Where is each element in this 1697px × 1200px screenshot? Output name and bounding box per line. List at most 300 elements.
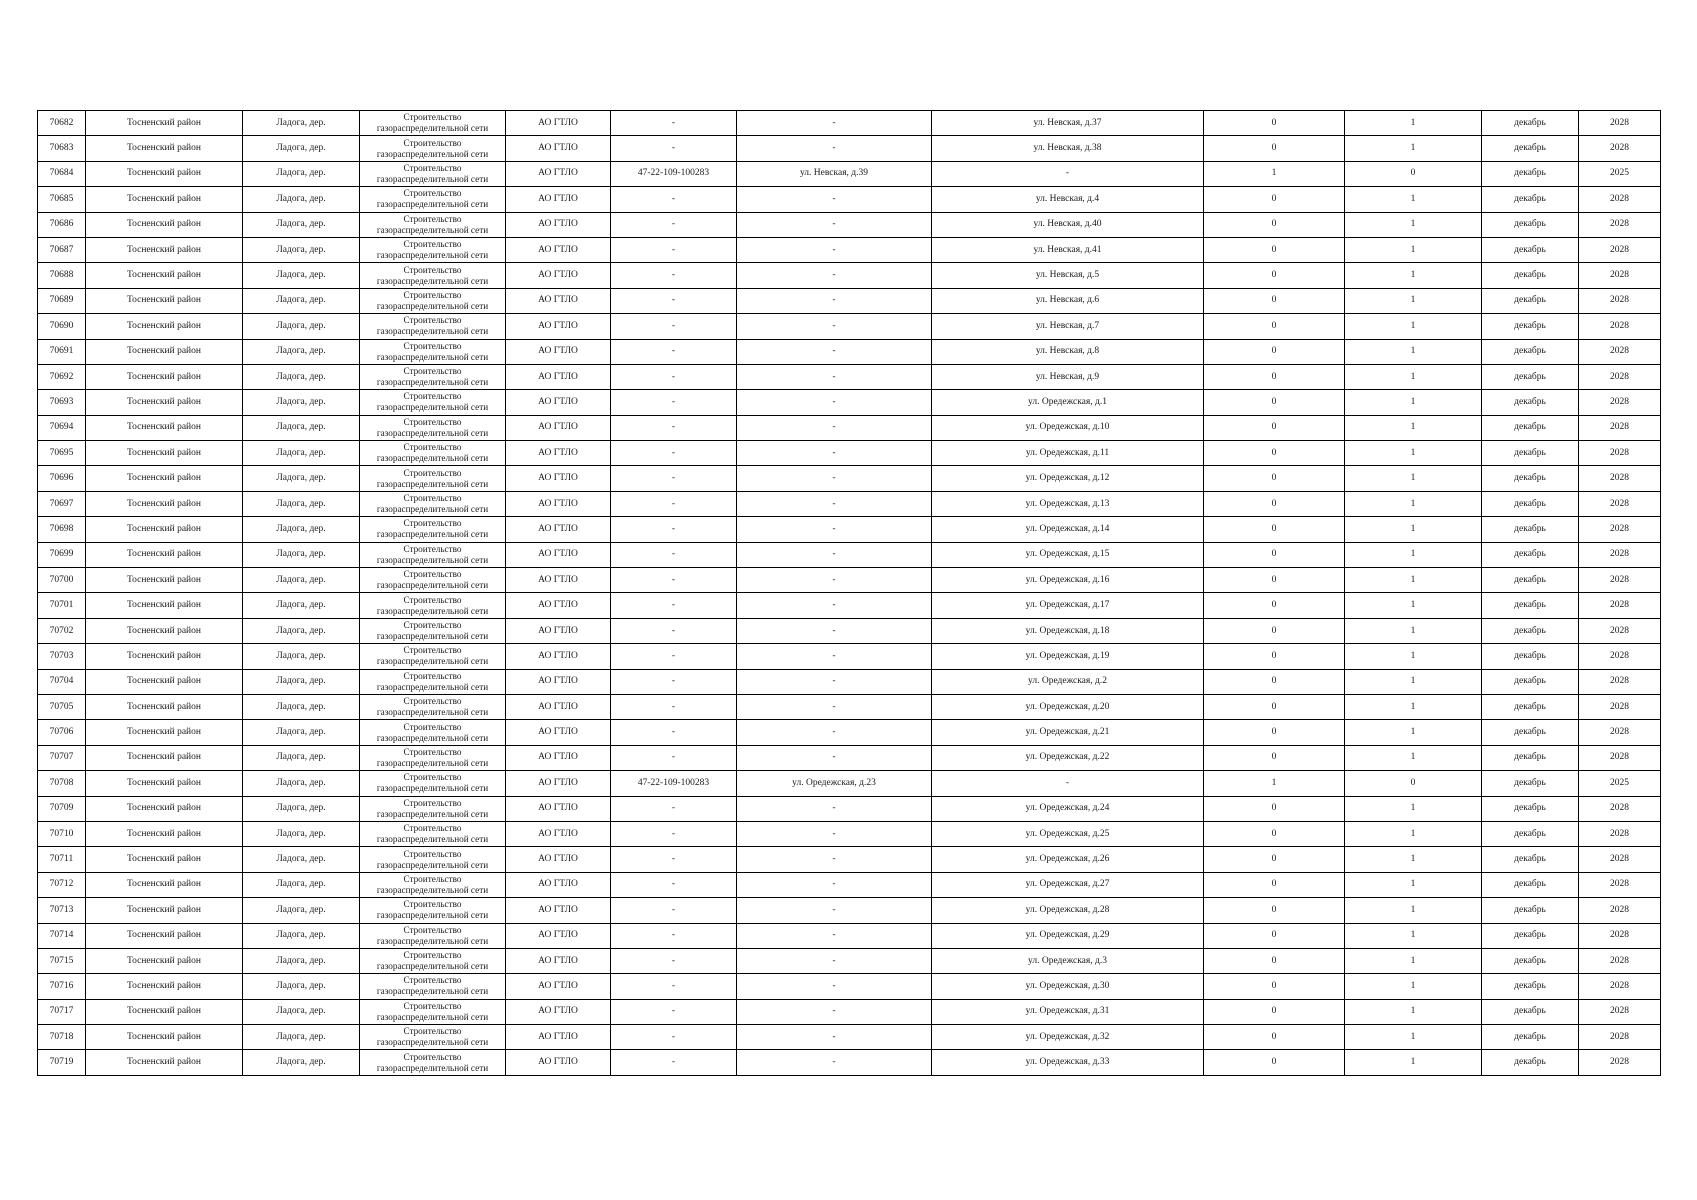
organization-cell: АО ГТЛО [506,542,611,567]
plan-count-cell: 1 [1345,974,1482,999]
address-plan-cell: ул. Оредежская, д.13 [932,491,1204,516]
table-row [38,390,1661,415]
work-type-cell [360,796,506,821]
work-type-line-2: газораспределительной сети [376,986,489,997]
work-type-cell [360,644,506,669]
row-number-cell: 70697 [38,491,86,516]
settlement-cell: Ладога, дер. [243,364,360,389]
organization-cell: АО ГТЛО [506,314,611,339]
month-cell: декабрь [1482,364,1579,389]
address-done-cell: - [737,999,932,1024]
work-type-line-2: газораспределительной сети [376,351,489,362]
settlement-cell: Ладога, дер. [243,314,360,339]
work-type-cell [360,111,506,136]
address-done-cell: - [737,212,932,237]
work-type-line-1: Строительство [403,594,462,605]
year-cell: 2028 [1579,212,1661,237]
work-type-line-1: Строительство [403,493,462,504]
done-count-cell: 0 [1204,872,1345,897]
table-row [38,720,1661,745]
address-done-cell: - [737,618,932,643]
work-type-cell [360,999,506,1024]
month-cell: декабрь [1482,644,1579,669]
object-code-cell: - [611,669,737,694]
address-plan-cell: ул. Оредежская, д.19 [932,644,1204,669]
settlement-cell: Ладога, дер. [243,466,360,491]
row-number-cell: 70702 [38,618,86,643]
plan-count-cell: 1 [1345,364,1482,389]
work-type-line-1: Строительство [403,848,462,859]
work-type-line-1: Строительство [403,873,462,884]
address-plan-cell: ул. Оредежская, д.16 [932,568,1204,593]
settlement-cell: Ладога, дер. [243,669,360,694]
work-type-line-1: Строительство [403,823,462,834]
organization-cell: АО ГТЛО [506,898,611,923]
address-plan-cell: ул. Невская, д.41 [932,237,1204,262]
organization-cell: АО ГТЛО [506,212,611,237]
row-number-cell: 70689 [38,288,86,313]
month-cell: декабрь [1482,542,1579,567]
work-type-line-1: Строительство [403,239,462,250]
address-plan-cell: ул. Оредежская, д.25 [932,821,1204,846]
address-done-cell: - [737,339,932,364]
work-type-line-2: газораспределительной сети [376,732,489,743]
year-cell: 2028 [1579,872,1661,897]
work-type-line-1: Строительство [403,264,462,275]
organization-cell: АО ГТЛО [506,111,611,136]
address-plan-cell: - [932,771,1204,796]
district-cell: Тосненский район [86,111,243,136]
done-count-cell: 1 [1204,771,1345,796]
address-done-cell: ул. Невская, д.39 [737,161,932,186]
address-done-cell: - [737,364,932,389]
row-number-cell: 70712 [38,872,86,897]
month-cell: декабрь [1482,415,1579,440]
row-number-cell: 70706 [38,720,86,745]
table-row [38,898,1661,923]
work-type-cell [360,593,506,618]
settlement-cell: Ладога, дер. [243,872,360,897]
object-code-cell: - [611,390,737,415]
done-count-cell: 0 [1204,745,1345,770]
object-code-cell: - [611,364,737,389]
settlement-cell: Ладога, дер. [243,694,360,719]
work-type-cell [360,364,506,389]
done-count-cell: 0 [1204,720,1345,745]
month-cell: декабрь [1482,212,1579,237]
organization-cell: АО ГТЛО [506,288,611,313]
month-cell: декабрь [1482,796,1579,821]
work-type-line-2: газораспределительной сети [376,173,489,184]
row-number-cell: 70719 [38,1050,86,1075]
address-done-cell: - [737,720,932,745]
address-plan-cell: ул. Невская, д.7 [932,314,1204,339]
done-count-cell: 0 [1204,1050,1345,1075]
work-type-line-2: газораспределительной сети [376,707,489,718]
work-type-cell [360,136,506,161]
district-cell: Тосненский район [86,263,243,288]
object-code-cell: - [611,847,737,872]
object-code-cell: - [611,644,737,669]
done-count-cell: 0 [1204,593,1345,618]
work-type-cell [360,694,506,719]
month-cell: декабрь [1482,669,1579,694]
row-number-cell: 70718 [38,1025,86,1050]
address-done-cell: - [737,237,932,262]
address-plan-cell: ул. Невская, д.5 [932,263,1204,288]
address-done-cell: - [737,441,932,466]
organization-cell: АО ГТЛО [506,237,611,262]
done-count-cell: 0 [1204,644,1345,669]
object-code-cell: - [611,694,737,719]
address-done-cell: - [737,593,932,618]
settlement-cell: Ладога, дер. [243,821,360,846]
table-row [38,466,1661,491]
plan-count-cell: 1 [1345,898,1482,923]
month-cell: декабрь [1482,872,1579,897]
settlement-cell: Ладога, дер. [243,720,360,745]
work-type-line-2: газораспределительной сети [376,224,489,235]
address-done-cell: - [737,314,932,339]
plan-count-cell: 1 [1345,339,1482,364]
month-cell: декабрь [1482,111,1579,136]
district-cell: Тосненский район [86,974,243,999]
done-count-cell: 0 [1204,339,1345,364]
table-row [38,364,1661,389]
address-done-cell: - [737,542,932,567]
plan-count-cell: 1 [1345,948,1482,973]
district-cell: Тосненский район [86,847,243,872]
table-row [38,339,1661,364]
table-row [38,821,1661,846]
year-cell: 2028 [1579,288,1661,313]
month-cell: декабрь [1482,999,1579,1024]
table-row [38,441,1661,466]
address-plan-cell: ул. Невская, д.9 [932,364,1204,389]
work-type-cell [360,237,506,262]
object-code-cell: - [611,288,737,313]
settlement-cell: Ладога, дер. [243,136,360,161]
month-cell: декабрь [1482,466,1579,491]
work-type-line-2: газораспределительной сети [376,757,489,768]
plan-count-cell: 1 [1345,694,1482,719]
address-plan-cell: ул. Невская, д.4 [932,187,1204,212]
district-cell: Тосненский район [86,618,243,643]
year-cell: 2028 [1579,948,1661,973]
work-type-line-2: газораспределительной сети [376,250,489,261]
district-cell: Тосненский район [86,720,243,745]
work-type-line-2: газораспределительной сети [376,326,489,337]
done-count-cell: 0 [1204,542,1345,567]
address-done-cell: - [737,1050,932,1075]
settlement-cell: Ладога, дер. [243,212,360,237]
done-count-cell: 0 [1204,948,1345,973]
organization-cell: АО ГТЛО [506,161,611,186]
district-cell: Тосненский район [86,1050,243,1075]
row-number-cell: 70686 [38,212,86,237]
district-cell: Тосненский район [86,212,243,237]
district-cell: Тосненский район [86,644,243,669]
address-done-cell: - [737,669,932,694]
table-row [38,745,1661,770]
plan-count-cell: 1 [1345,669,1482,694]
year-cell: 2028 [1579,136,1661,161]
district-cell: Тосненский район [86,771,243,796]
address-plan-cell: ул. Оредежская, д.27 [932,872,1204,897]
row-number-cell: 70715 [38,948,86,973]
address-plan-cell: ул. Невская, д.8 [932,339,1204,364]
work-type-cell [360,771,506,796]
address-done-cell: - [737,745,932,770]
settlement-cell: Ладога, дер. [243,187,360,212]
month-cell: декабрь [1482,948,1579,973]
table-row [38,314,1661,339]
district-cell: Тосненский район [86,1025,243,1050]
work-type-cell [360,1050,506,1075]
plan-count-cell: 1 [1345,999,1482,1024]
plan-count-cell: 1 [1345,847,1482,872]
address-plan-cell: ул. Оредежская, д.29 [932,923,1204,948]
address-plan-cell: ул. Оредежская, д.31 [932,999,1204,1024]
address-done-cell: - [737,1025,932,1050]
district-cell: Тосненский район [86,466,243,491]
done-count-cell: 0 [1204,364,1345,389]
done-count-cell: 0 [1204,390,1345,415]
plan-count-cell: 1 [1345,745,1482,770]
work-type-cell [360,1025,506,1050]
address-plan-cell: - [932,161,1204,186]
table-row [38,644,1661,669]
settlement-cell: Ладога, дер. [243,415,360,440]
organization-cell: АО ГТЛО [506,390,611,415]
work-type-line-1: Строительство [403,340,462,351]
address-done-cell: - [737,872,932,897]
plan-count-cell: 1 [1345,136,1482,161]
address-done-cell: - [737,821,932,846]
year-cell: 2028 [1579,644,1661,669]
organization-cell: АО ГТЛО [506,720,611,745]
work-type-line-1: Строительство [403,315,462,326]
object-code-cell: - [611,796,737,821]
row-number-cell: 70695 [38,441,86,466]
row-number-cell: 70684 [38,161,86,186]
object-code-cell: - [611,1025,737,1050]
district-cell: Тосненский район [86,821,243,846]
month-cell: декабрь [1482,339,1579,364]
settlement-cell: Ладога, дер. [243,568,360,593]
organization-cell: АО ГТЛО [506,821,611,846]
work-type-line-1: Строительство [403,213,462,224]
year-cell: 2028 [1579,441,1661,466]
year-cell: 2028 [1579,669,1661,694]
district-cell: Тосненский район [86,339,243,364]
table-row [38,923,1661,948]
year-cell: 2028 [1579,263,1661,288]
year-cell: 2028 [1579,618,1661,643]
plan-count-cell: 1 [1345,618,1482,643]
month-cell: декабрь [1482,593,1579,618]
table-row [38,999,1661,1024]
year-cell: 2028 [1579,1050,1661,1075]
row-number-cell: 70707 [38,745,86,770]
work-type-cell [360,898,506,923]
work-type-cell [360,568,506,593]
work-type-line-1: Строительство [403,950,462,961]
settlement-cell: Ладога, дер. [243,1050,360,1075]
table-body [38,111,1661,1076]
row-number-cell: 70713 [38,898,86,923]
work-type-line-1: Строительство [403,366,462,377]
work-type-cell [360,161,506,186]
address-plan-cell: ул. Оредежская, д.11 [932,441,1204,466]
work-type-line-1: Строительство [403,1000,462,1011]
district-cell: Тосненский район [86,161,243,186]
row-number-cell: 70708 [38,771,86,796]
address-plan-cell: ул. Оредежская, д.12 [932,466,1204,491]
year-cell: 2028 [1579,542,1661,567]
table-row [38,948,1661,973]
settlement-cell: Ладога, дер. [243,542,360,567]
table-row [38,694,1661,719]
object-code-cell: - [611,872,737,897]
work-type-cell [360,872,506,897]
month-cell: декабрь [1482,821,1579,846]
work-type-line-1: Строительство [403,721,462,732]
plan-count-cell: 1 [1345,390,1482,415]
row-number-cell: 70709 [38,796,86,821]
month-cell: декабрь [1482,136,1579,161]
row-number-cell: 70693 [38,390,86,415]
year-cell: 2028 [1579,339,1661,364]
plan-count-cell: 1 [1345,517,1482,542]
month-cell: декабрь [1482,745,1579,770]
object-code-cell: - [611,517,737,542]
organization-cell: АО ГТЛО [506,593,611,618]
year-cell: 2028 [1579,1025,1661,1050]
table-row [38,187,1661,212]
settlement-cell: Ладога, дер. [243,1025,360,1050]
work-type-line-2: газораспределительной сети [376,275,489,286]
month-cell: декабрь [1482,923,1579,948]
done-count-cell: 0 [1204,1025,1345,1050]
row-number-cell: 70690 [38,314,86,339]
organization-cell: АО ГТЛО [506,974,611,999]
year-cell: 2028 [1579,745,1661,770]
work-type-line-2: газораспределительной сети [376,300,489,311]
row-number-cell: 70711 [38,847,86,872]
row-number-cell: 70692 [38,364,86,389]
district-cell: Тосненский район [86,948,243,973]
work-type-line-2: газораспределительной сети [376,453,489,464]
row-number-cell: 70687 [38,237,86,262]
object-code-cell: - [611,542,737,567]
work-type-line-1: Строительство [403,442,462,453]
work-type-line-2: газораспределительной сети [376,402,489,413]
work-type-line-1: Строительство [403,1051,462,1062]
address-plan-cell: ул. Оредежская, д.32 [932,1025,1204,1050]
district-cell: Тосненский район [86,898,243,923]
district-cell: Тосненский район [86,872,243,897]
object-code-cell: - [611,314,737,339]
object-code-cell: - [611,187,737,212]
district-cell: Тосненский район [86,237,243,262]
work-type-line-1: Строительство [403,696,462,707]
plan-count-cell: 1 [1345,1025,1482,1050]
district-cell: Тосненский район [86,999,243,1024]
settlement-cell: Ладога, дер. [243,974,360,999]
row-number-cell: 70701 [38,593,86,618]
address-done-cell: - [737,390,932,415]
object-code-cell: - [611,237,737,262]
work-type-line-1: Строительство [403,162,462,173]
done-count-cell: 0 [1204,136,1345,161]
work-type-line-1: Строительство [403,289,462,300]
year-cell: 2028 [1579,415,1661,440]
table-row [38,1050,1661,1075]
done-count-cell: 0 [1204,263,1345,288]
work-type-line-2: газораспределительной сети [376,656,489,667]
district-cell: Тосненский район [86,568,243,593]
year-cell: 2028 [1579,111,1661,136]
organization-cell: АО ГТЛО [506,669,611,694]
plan-count-cell: 1 [1345,187,1482,212]
row-number-cell: 70682 [38,111,86,136]
work-type-line-2: газораспределительной сети [376,377,489,388]
table-row [38,263,1661,288]
address-plan-cell: ул. Оредежская, д.18 [932,618,1204,643]
year-cell: 2028 [1579,314,1661,339]
object-code-cell: - [611,923,737,948]
address-plan-cell: ул. Оредежская, д.24 [932,796,1204,821]
done-count-cell: 0 [1204,974,1345,999]
table-row [38,974,1661,999]
plan-count-cell: 0 [1345,161,1482,186]
work-type-line-1: Строительство [403,188,462,199]
address-done-cell: - [737,796,932,821]
work-type-line-2: газораспределительной сети [376,123,489,134]
month-cell: декабрь [1482,1050,1579,1075]
address-done-cell: - [737,923,932,948]
row-number-cell: 70705 [38,694,86,719]
district-cell: Тосненский район [86,390,243,415]
plan-count-cell: 1 [1345,1050,1482,1075]
settlement-cell: Ладога, дер. [243,237,360,262]
settlement-cell: Ладога, дер. [243,111,360,136]
row-number-cell: 70704 [38,669,86,694]
organization-cell: АО ГТЛО [506,644,611,669]
address-done-cell: - [737,568,932,593]
work-type-line-1: Строительство [403,137,462,148]
table-row [38,111,1661,136]
object-code-cell: - [611,491,737,516]
row-number-cell: 70710 [38,821,86,846]
table-row [38,1025,1661,1050]
table-row [38,415,1661,440]
district-cell: Тосненский район [86,796,243,821]
done-count-cell: 0 [1204,618,1345,643]
address-done-cell: - [737,111,932,136]
plan-count-cell: 1 [1345,796,1482,821]
month-cell: декабрь [1482,847,1579,872]
year-cell: 2028 [1579,390,1661,415]
work-type-cell [360,542,506,567]
district-cell: Тосненский район [86,593,243,618]
work-type-line-2: газораспределительной сети [376,529,489,540]
object-code-cell: - [611,111,737,136]
work-type-line-2: газораспределительной сети [376,1037,489,1048]
address-done-cell: - [737,263,932,288]
object-code-cell: - [611,339,737,364]
